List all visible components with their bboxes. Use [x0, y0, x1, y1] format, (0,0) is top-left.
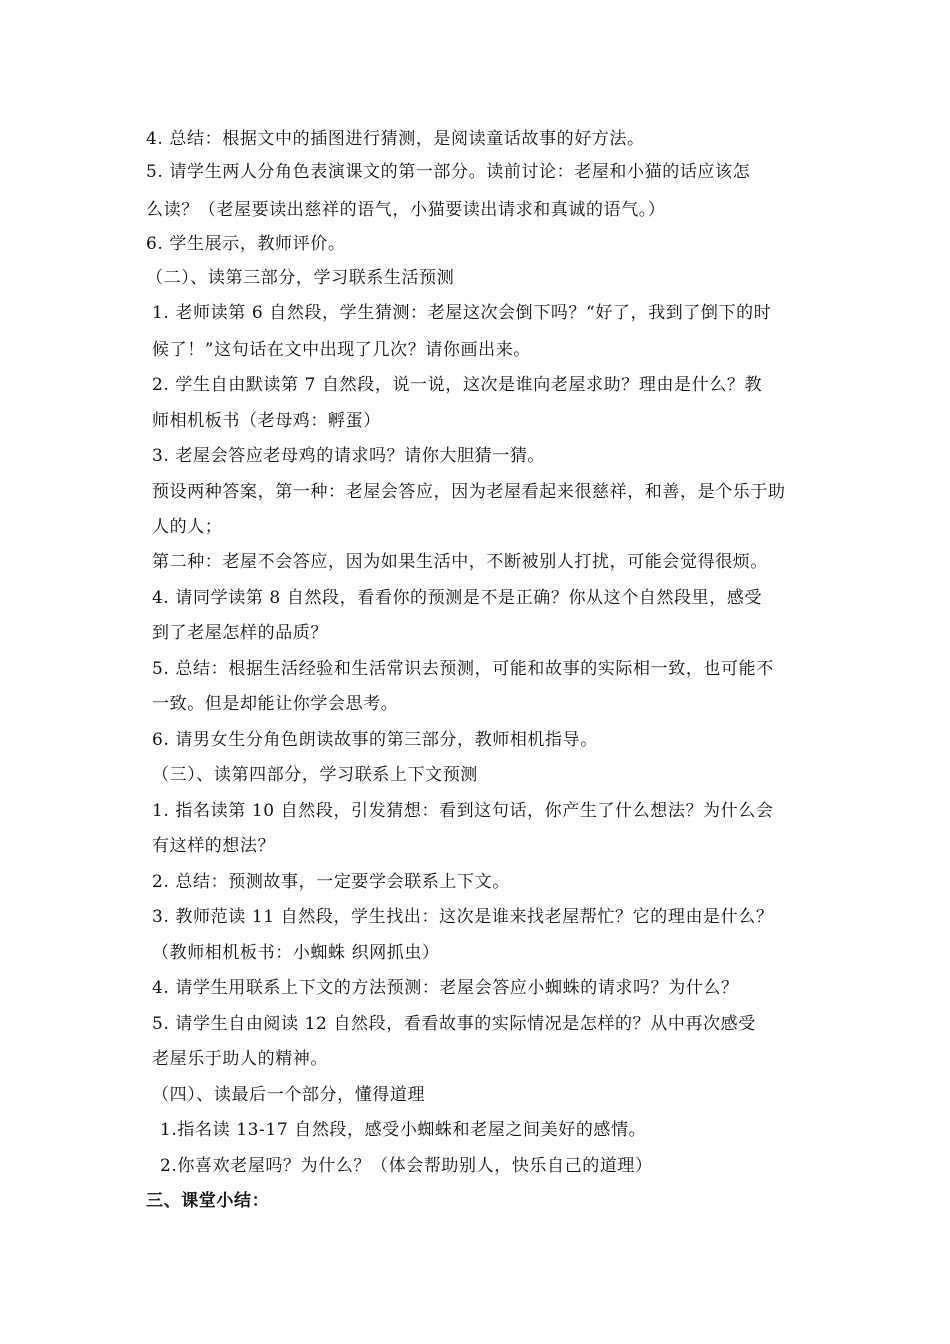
- text-line-8: 2. 学生自由默读第 7 自然段，说一说，这次是谁向老屋求助？理由是什么？教: [152, 375, 763, 395]
- text-line-26: 5. 请学生自由阅读 12 自然段，看看故事的实际情况是怎样的？从中再次感受: [152, 1014, 756, 1034]
- text-line-3: 么读？（老屋要读出慈祥的语气，小猫要读出请求和真诚的语气。）: [146, 200, 666, 220]
- text-line-1: 4. 总结：根据文中的插图进行猜测，是阅读童话故事的好方法。: [146, 129, 645, 149]
- section-heading-summary: 三、课堂小结：: [146, 1191, 270, 1211]
- text-line-27: 老屋乐于助人的精神。: [152, 1049, 328, 1069]
- text-line-30: 2.你喜欢老屋吗？为什么？（体会帮助别人，快乐自己的道理）: [160, 1156, 653, 1176]
- text-line-10: 3. 老屋会答应老母鸡的请求吗？请你大胆猜一猜。: [152, 446, 546, 466]
- text-line-20: 1. 指名读第 10 自然段，引发猜想：看到这句话，你产生了什么想法？为什么会: [152, 801, 774, 821]
- text-line-23: 3. 教师范读 11 自然段，学生找出：这次是谁来找老屋帮忙？它的理由是什么？: [152, 907, 774, 927]
- text-line-21: 有这样的想法？: [152, 836, 276, 856]
- text-line-18: 6. 请男女生分角色朗读故事的第三部分，教师相机指导。: [152, 730, 598, 750]
- text-line-4: 6. 学生展示，教师评价。: [146, 234, 346, 254]
- text-line-2: 5. 请学生两人分角色表演课文的第一部分。读前讨论：老屋和小猫的话应该怎: [146, 162, 751, 182]
- section-heading-2: （二）、读第三部分，学习联系生活预测: [146, 268, 455, 288]
- text-line-17: 一致。但是却能让你学会思考。: [152, 694, 399, 714]
- text-line-6: 1. 老师读第 6 自然段，学生猜测：老屋这次会倒下吗？“好了，我到了倒下的时: [152, 303, 772, 323]
- text-line-25: 4. 请学生用联系上下文的方法预测：老屋会答应小蜘蛛的请求吗？为什么？: [152, 978, 739, 998]
- text-line-15: 到了老屋怎样的品质？: [152, 623, 328, 643]
- text-line-11: 预设两种答案，第一种：老屋会答应，因为老屋看起来很慈祥，和善，是个乐于助: [152, 482, 786, 502]
- text-line-13: 第二种：老屋不会答应，因为如果生活中，不断被别人打扰，可能会觉得很烦。: [152, 552, 768, 572]
- text-line-22: 2. 总结：预测故事，一定要学会联系上下文。: [152, 872, 510, 892]
- text-line-9: 师相机板书（老母鸡：孵蛋）: [152, 411, 381, 431]
- text-line-16: 5. 总结：根据生活经验和生活常识去预测，可能和故事的实际相一致，也可能不: [152, 659, 774, 679]
- text-line-29: 1.指名读 13-17 自然段，感受小蜘蛛和老屋之间美好的感情。: [160, 1120, 647, 1140]
- text-line-24: （教师相机板书：小蜘蛛 织网抓虫）: [152, 943, 440, 963]
- section-heading-4: （四）、读最后一个部分，懂得道理: [152, 1085, 426, 1105]
- text-line-7: 候了！”这句话在文中出现了几次？请你画出来。: [152, 340, 531, 360]
- section-heading-3: （三）、读第四部分，学习联系上下文预测: [152, 765, 478, 785]
- text-line-12: 人的人；: [152, 517, 223, 537]
- text-line-14: 4. 请同学读第 8 自然段，看看你的预测是不是正确？你从这个自然段里，感受: [152, 588, 763, 608]
